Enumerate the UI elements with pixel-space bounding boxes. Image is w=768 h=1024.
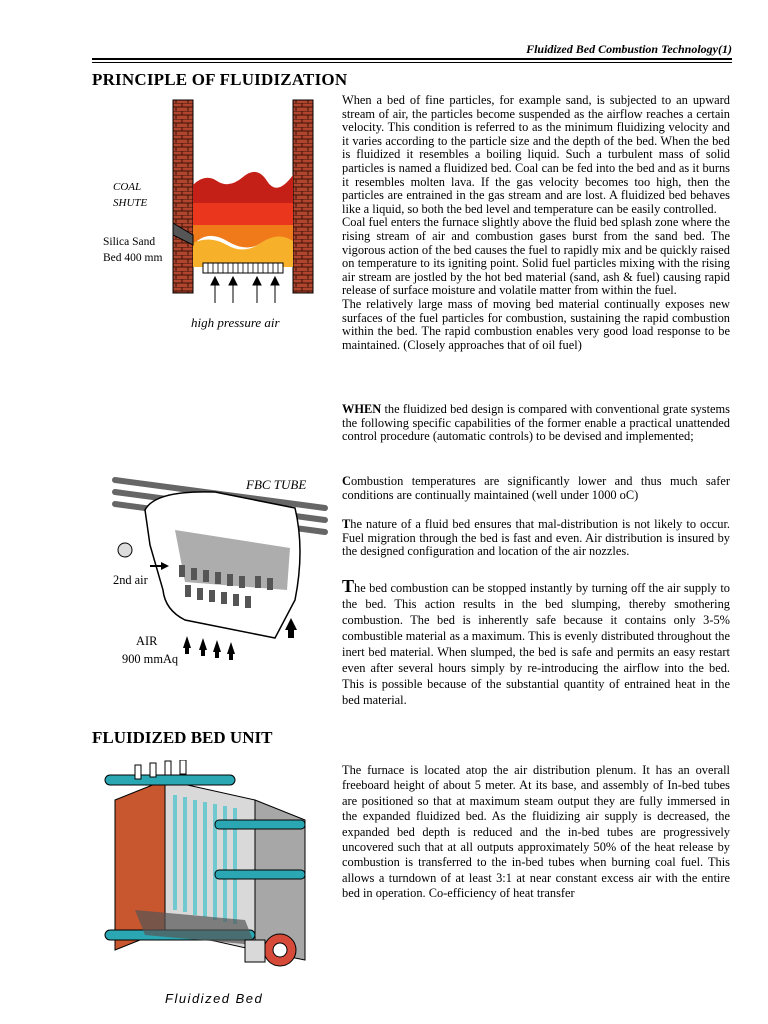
section-title-fluidization: PRINCIPLE OF FLUIDIZATION <box>92 70 348 89</box>
figure-caption-fluidized-bed: Fluidized Bed <box>165 991 264 1006</box>
silica-sand-label: Silica Sand <box>103 236 156 248</box>
capability-text: he nature of a fluid bed ensures that mal-distribution is not likely to occur. Fuel migration through the bed is fast and even. Air distribution is insured by the designed configuration and location of the air nozzles. <box>342 517 730 559</box>
fbc-tube-label: FBC TUBE <box>246 477 307 492</box>
paragraph: Coal fuel enters the furnace slightly above the fluid bed splash zone where the rising stream of air and combustion gases burst from the sand bed. The vigorous action of the bed causes the fuel to rapidly mix and be quickly raised on temperature to its igniting point. Solid fuel particles mixing with the rising air stream are jostled by the hot bed material (sand, ash & fuel) causing rapid release of surface moisture and volatile matter from within the fuel. <box>342 215 730 298</box>
capability-text: ombustion temperatures are significantly lower and thus much safer conditions are continually maintained (well under 1000 oC) <box>342 474 730 502</box>
coal-label: COAL <box>113 181 142 193</box>
fbc-tube-diagram <box>95 470 335 670</box>
drop-letter: T <box>342 576 355 596</box>
drop-letter: C <box>342 474 351 488</box>
fluidized-bed-unit-body <box>342 763 730 902</box>
header-rule <box>92 58 732 60</box>
fluidization-body <box>342 94 730 352</box>
shute-label: SHUTE <box>113 197 148 209</box>
running-header: Fluidized Bed Combustion Technology(1) <box>526 42 732 56</box>
fluidized-bed-unit-illustration <box>95 760 335 990</box>
capability-distribution <box>342 518 730 559</box>
drop-letter: T <box>342 517 351 531</box>
paragraph: The furnace is located atop the air distribution plenum. It has an overall freeboard height of about 5 meter. At its base, and assembly of In-bed tubes are positioned so that at maximum steam output they are fully immersed in the expanded fluidized bed. As the fluidizing air supply is decreased, the expanded bed depth is reduced and the in-bed tubes are progressively uncovered such that at all outputs approximately 50% of the heat release by combustion is transferred to the in-bed tubes when burning coal fuel. This allows a turndown of at least 3:1 at near constant excess air with the entire bed in operation. Co-efficiency of heat transfer <box>342 763 730 901</box>
second-air-label: 2nd air <box>113 573 148 587</box>
comparison-paragraph <box>342 403 730 444</box>
high-pressure-air-label: high pressure air <box>191 315 280 330</box>
fluidization-diagram <box>95 95 335 335</box>
paragraph: The relatively large mass of moving bed material continually exposes new surfaces of the fuel particles for combustion, sustaining the rapid combustion within the bed. The rapid combustion enables very good load response to be maintained. (Closely approaches that of oil fuel) <box>342 296 730 352</box>
capability-temperature <box>342 475 730 502</box>
air-label: AIR <box>136 634 158 648</box>
pressure-label: 900 mmAq <box>122 652 179 666</box>
bed-depth-label: Bed 400 mm <box>103 252 163 264</box>
paragraph: When a bed of fine particles, for example sand, is subjected to an upward stream of air, the particles become suspended as the airflow reaches a certain velocity. This condition is referred to as the minimum fluidizing velocity and it varies according to the particle size and the depth of the bed. When the bed is fluidized it resembles a boiling liquid. Such a turbulent mass of solid particles is named a fluidized bed. Coal can be fed into the bed and as it burns it resembles molten lava. If the gas velocity becomes too high, then the particles are entrained in the gas stream and are lost. A fluidized bed behaves like a liquid, so both the bed level and temperature can be easily controlled. <box>342 93 730 216</box>
when-text: the fluidized bed design is compared with conventional grate systems the following specific capabilities of the former enable a practical unattended control procedure (automatic controls) to be devised and implemented; <box>342 402 730 444</box>
capability-text: he bed combustion can be stopped instantly by turning off the air supply to the bed. This action results in the bed slumping, thereby smothering combustion. The bed is inherently safe because it contains only 3-5% combustible material as a maximum. This is evenly distributed throughout the inert bed material. When slumped, the bed is safe and permits an easy restart even after several hours simply by re-introducing the airflow into the bed. This is possible because of the substantial quantity of entrained heat in the bed material. <box>342 581 730 707</box>
capability-safety <box>342 576 730 708</box>
section-title-fluidized-bed-unit: FLUIDIZED BED UNIT <box>92 728 273 747</box>
header-rule-thin <box>92 62 732 63</box>
when-emphasis: WHEN <box>342 402 382 416</box>
